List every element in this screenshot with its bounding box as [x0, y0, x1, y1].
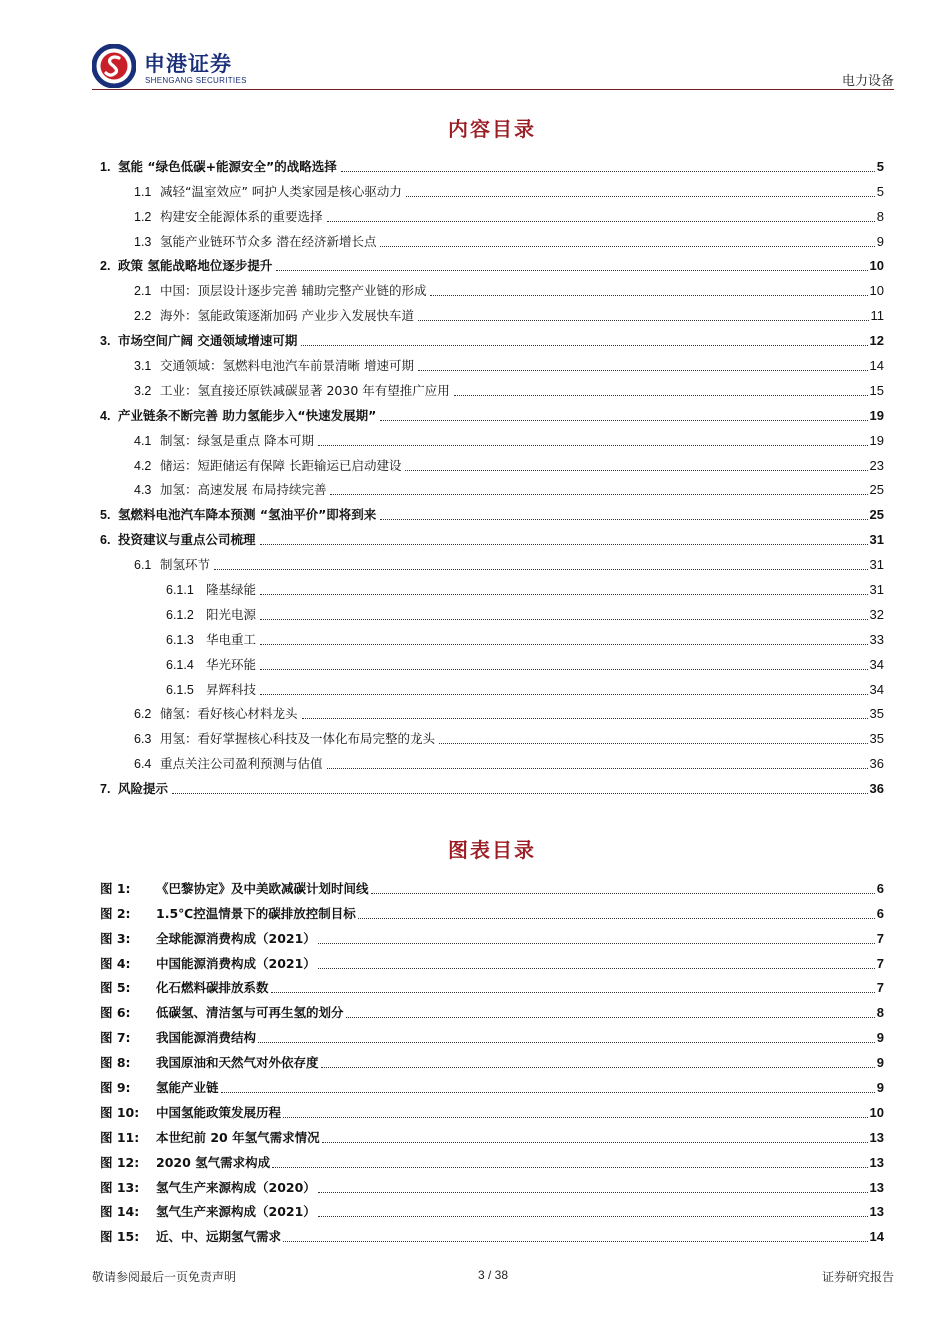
toc-entry-title: 隆基绿能	[206, 582, 257, 598]
figure-entry-page: 8	[876, 1005, 884, 1021]
figure-entry-page: 9	[876, 1080, 884, 1096]
figure-entry[interactable]	[100, 922, 884, 947]
dot-leader	[172, 793, 868, 794]
toc-entry-number: 1.2	[134, 209, 152, 224]
toc-entry-page: 14	[869, 358, 884, 374]
toc-entry-number: 3.2	[134, 383, 152, 398]
dot-leader	[318, 1216, 868, 1217]
toc-entry-title: 市场空间广阔 交通领域增速可期	[118, 333, 298, 349]
toc-entry-number: 5.	[100, 508, 111, 523]
toc-entry-page: 8	[876, 208, 884, 224]
toc-entry-label	[134, 731, 437, 747]
figure-entry-title: 我国原油和天然气对外依存度	[156, 1055, 319, 1071]
dot-leader	[272, 1167, 867, 1168]
toc-entry-label	[166, 582, 258, 598]
toc-entry-title: 风险提示	[118, 781, 169, 797]
toc-entry[interactable]	[100, 573, 884, 598]
table-of-contents	[100, 150, 884, 797]
dot-leader	[260, 694, 868, 695]
figure-entry-number: 图 4:	[100, 955, 131, 971]
toc-entry-number: 3.	[100, 334, 111, 349]
toc-entry-number: 1.	[100, 159, 111, 174]
toc-entry[interactable]	[100, 250, 884, 275]
toc-entry-title: 工业：氢直接还原铁减碳显著 2030 年有望推广应用	[160, 382, 450, 398]
toc-entry-label	[134, 184, 404, 200]
toc-entry[interactable]	[100, 673, 884, 698]
report-type: 证券研究报告	[821, 1270, 894, 1284]
figure-entry-title: 2020 氢气需求构成	[156, 1154, 271, 1170]
figure-entry-title: 氢气生产来源构成（2021）	[156, 1204, 316, 1220]
toc-entry[interactable]	[100, 424, 884, 449]
figure-entry-page: 13	[869, 1129, 884, 1145]
dot-leader	[454, 395, 868, 396]
report-section-label: 电力设备	[841, 74, 894, 89]
toc-entry-number: 4.1	[134, 433, 152, 448]
toc-entry-number: 6.1.2	[166, 607, 194, 622]
toc-entry-page: 31	[869, 557, 884, 573]
toc-entry[interactable]	[100, 623, 884, 648]
toc-entry[interactable]	[100, 498, 884, 523]
toc-entry-page: 11	[870, 308, 884, 324]
figure-entry[interactable]	[100, 1146, 884, 1171]
toc-entry-label	[166, 607, 258, 623]
figure-entry-title: 全球能源消费构成（2021）	[156, 930, 316, 946]
figure-entry-title: 氢能产业链	[156, 1080, 219, 1096]
toc-entry-label	[134, 383, 452, 399]
dot-leader	[260, 594, 868, 595]
figure-entry-page: 7	[876, 955, 884, 971]
toc-entry-page: 35	[869, 706, 884, 722]
figure-entry-page: 13	[869, 1204, 884, 1220]
figure-entry[interactable]	[100, 1121, 884, 1146]
toc-entry-label	[134, 283, 428, 299]
toc-entry[interactable]	[100, 523, 884, 548]
toc-entry-label	[100, 408, 378, 424]
contents-title: 内容目录	[448, 117, 536, 141]
toc-entry-title: 氢燃料电池汽车降本预测 “氢油平价”即将到来	[118, 507, 377, 523]
toc-entry-label	[134, 433, 316, 449]
toc-entry-page: 10	[869, 258, 884, 274]
figure-entry-number: 图 6:	[100, 1005, 131, 1021]
figure-entry-page: 6	[876, 880, 884, 896]
toc-entry-number: 6.2	[134, 707, 152, 722]
toc-entry-title: 用氢：看好掌握核心科技及一体化布局完整的龙头	[160, 731, 436, 747]
toc-entry-number: 4.	[100, 408, 111, 423]
toc-entry-label	[134, 756, 325, 772]
toc-entry-page: 10	[869, 283, 884, 299]
toc-entry-number: 2.1	[134, 284, 152, 299]
toc-entry-page: 19	[869, 432, 884, 448]
toc-entry-title: 交通领域：氢燃料电池汽车前景清晰 增速可期	[160, 358, 414, 374]
toc-entry[interactable]	[100, 299, 884, 324]
toc-entry-title: 华电重工	[206, 631, 257, 647]
toc-entry[interactable]	[100, 399, 884, 424]
toc-entry-number: 6.4	[134, 757, 152, 772]
toc-entry-number: 2.	[100, 259, 111, 274]
figure-entry-title: 化石燃料碳排放系数	[156, 980, 269, 996]
toc-entry-title: 制氢：绿氢是重点 降本可期	[160, 432, 314, 448]
toc-entry-title: 构建安全能源体系的重要选择	[160, 208, 323, 224]
toc-entry-label	[134, 209, 325, 225]
figure-entry[interactable]	[100, 947, 884, 972]
figure-entry[interactable]	[100, 1096, 884, 1121]
figure-entry-title: 氢气生产来源构成（2020）	[156, 1179, 316, 1195]
figure-entry-number: 图 3:	[100, 930, 131, 946]
toc-entry-label	[134, 308, 416, 324]
toc-entry-page: 33	[869, 631, 884, 647]
toc-entry-label	[134, 706, 300, 722]
dot-leader	[260, 619, 868, 620]
toc-entry[interactable]	[100, 698, 884, 723]
dot-leader	[321, 1067, 875, 1068]
figure-entry-title: 《巴黎协定》及中美欧减碳计划时间线	[156, 880, 369, 896]
figure-entry-number: 图 14:	[100, 1204, 140, 1220]
toc-entry-number: 6.1.4	[166, 657, 194, 672]
dot-leader	[330, 494, 867, 495]
toc-entry[interactable]	[100, 274, 884, 299]
figure-entry[interactable]	[100, 1196, 884, 1221]
toc-entry-number: 6.1.5	[166, 682, 194, 697]
toc-entry-title: 储运：短距储运有保障 长距输运已启动建设	[160, 457, 402, 473]
toc-entry-number: 7.	[100, 782, 111, 797]
list-of-figures	[100, 872, 884, 1245]
toc-entry-label	[100, 159, 339, 175]
figure-entry[interactable]	[100, 897, 884, 922]
dot-leader	[221, 1092, 875, 1093]
toc-entry-title: 华光环能	[206, 656, 257, 672]
dot-leader	[418, 370, 868, 371]
dot-leader	[271, 992, 875, 993]
figure-entry[interactable]	[100, 996, 884, 1021]
toc-entry-page: 34	[869, 656, 884, 672]
figure-entry[interactable]	[100, 1171, 884, 1196]
figure-entry-number: 图 7:	[100, 1030, 131, 1046]
toc-entry-title: 政策 氢能战略地位逐步提升	[118, 258, 273, 274]
figure-entry-title: 低碳氢、清洁氢与可再生氢的划分	[156, 1005, 344, 1021]
toc-entry-number: 4.3	[134, 483, 152, 498]
figure-entry-page: 10	[869, 1104, 884, 1120]
toc-entry-number: 1.1	[134, 184, 152, 199]
brand-name-english: SHENGANG SECURITIES	[145, 76, 247, 85]
figure-entry-number: 图 12:	[100, 1154, 140, 1170]
toc-entry-page: 32	[869, 606, 884, 622]
dot-leader	[283, 1117, 868, 1118]
dot-leader	[260, 544, 868, 545]
toc-entry-label	[166, 632, 258, 648]
toc-entry[interactable]	[100, 324, 884, 349]
toc-entry-title: 氢能产业链环节众多 潜在经济新增长点	[160, 233, 377, 249]
figure-entry-number: 图 11:	[100, 1129, 140, 1145]
figure-entry-page: 6	[876, 905, 884, 921]
toc-entry-page: 5	[876, 183, 884, 199]
toc-entry[interactable]	[100, 598, 884, 623]
toc-entry-label	[134, 557, 212, 573]
figure-entry[interactable]	[100, 972, 884, 997]
toc-entry-page: 25	[869, 507, 884, 523]
toc-entry-page: 5	[876, 158, 884, 174]
toc-entry-label	[100, 781, 170, 797]
dot-leader	[439, 743, 868, 744]
dot-leader	[380, 420, 867, 421]
brand-name: 申港证券	[144, 52, 232, 76]
dot-leader	[302, 718, 868, 719]
figure-entry-number: 图 15:	[100, 1229, 140, 1245]
toc-entry-title: 产业链条不断完善 助力氢能步入“快速发展期”	[118, 407, 377, 423]
toc-entry-title: 储氢：看好核心材料龙头	[160, 706, 298, 722]
toc-entry[interactable]	[100, 548, 884, 573]
toc-entry[interactable]	[100, 474, 884, 499]
toc-entry-label	[134, 458, 403, 474]
figure-entry-title: 中国氢能政策发展历程	[156, 1104, 282, 1120]
figure-entry-page: 9	[876, 1055, 884, 1071]
toc-entry[interactable]	[100, 722, 884, 747]
dot-leader	[358, 918, 875, 919]
toc-entry-page: 34	[869, 681, 884, 697]
toc-entry-page: 12	[869, 333, 884, 349]
toc-entry[interactable]	[100, 150, 884, 175]
figure-entry-title: 本世纪前 20 年氢气需求情况	[156, 1129, 320, 1145]
toc-entry[interactable]	[100, 747, 884, 772]
figure-entry-number: 图 8:	[100, 1055, 131, 1071]
toc-entry[interactable]	[100, 772, 884, 797]
toc-entry-page: 25	[869, 482, 884, 498]
page-header	[92, 44, 894, 90]
dot-leader	[380, 519, 867, 520]
disclaimer-note: 敬请参阅最后一页免责声明	[92, 1270, 237, 1284]
figure-entry-title: 近、中、远期氢气需求	[156, 1229, 282, 1245]
figure-entry-page: 13	[869, 1179, 884, 1195]
dot-leader	[214, 569, 868, 570]
figure-entry[interactable]	[100, 1021, 884, 1046]
dot-leader	[418, 320, 869, 321]
figure-entry-number: 图 2:	[100, 905, 131, 921]
toc-entry-title: 氢能 “绿色低碳+能源安全”的战略选择	[118, 158, 337, 174]
dot-leader	[371, 893, 875, 894]
dot-leader	[276, 270, 867, 271]
toc-entry-label	[134, 358, 416, 374]
toc-entry-label	[100, 532, 258, 548]
figure-entry-number: 图 9:	[100, 1080, 131, 1096]
toc-entry-page: 15	[869, 382, 884, 398]
dot-leader	[260, 669, 868, 670]
toc-entry-number: 6.1	[134, 558, 152, 573]
toc-entry-title: 昇辉科技	[206, 681, 257, 697]
toc-entry-label	[100, 333, 299, 349]
toc-entry-number: 4.2	[134, 458, 152, 473]
toc-entry[interactable]	[100, 349, 884, 374]
toc-entry-page: 31	[869, 532, 884, 548]
dot-leader	[327, 221, 875, 222]
figure-entry-number: 图 1:	[100, 880, 131, 896]
figure-entry-page: 13	[869, 1154, 884, 1170]
toc-entry-number: 6.	[100, 533, 111, 548]
figure-entry-number: 图 13:	[100, 1179, 140, 1195]
figure-entry-page: 7	[876, 930, 884, 946]
toc-entry-title: 海外：氢能政策逐渐加码 产业步入发展快车道	[160, 308, 414, 324]
dot-leader	[341, 171, 875, 172]
dot-leader	[430, 295, 867, 296]
toc-entry-label	[166, 682, 258, 698]
toc-entry-title: 加氢：高速发展 布局持续完善	[160, 482, 327, 498]
toc-entry-page: 31	[869, 582, 884, 598]
dot-leader	[322, 1142, 868, 1143]
dot-leader	[346, 1017, 875, 1018]
dot-leader	[283, 1241, 868, 1242]
figure-entry[interactable]	[100, 1220, 884, 1245]
toc-entry[interactable]	[100, 449, 884, 474]
toc-entry-number: 6.1.3	[166, 632, 194, 647]
toc-entry-number: 6.1.1	[166, 583, 194, 598]
toc-entry-page: 23	[869, 457, 884, 473]
dot-leader	[301, 345, 867, 346]
header-divider	[92, 89, 894, 90]
toc-entry-label	[134, 234, 378, 250]
dot-leader	[406, 196, 875, 197]
toc-entry-page: 9	[876, 233, 884, 249]
toc-entry-label	[166, 657, 258, 673]
toc-entry-page: 36	[869, 781, 884, 797]
figure-entry-page: 14	[869, 1229, 884, 1245]
dot-leader	[318, 445, 868, 446]
figure-entry-number: 图 5:	[100, 980, 131, 996]
toc-entry-page: 36	[869, 756, 884, 772]
figure-entry-number: 图 10:	[100, 1104, 140, 1120]
dot-leader	[260, 644, 868, 645]
toc-entry-title: 重点关注公司盈利预测与估值	[160, 756, 323, 772]
toc-entry[interactable]	[100, 225, 884, 250]
figures-title: 图表目录	[448, 838, 536, 862]
toc-entry[interactable]	[100, 200, 884, 225]
toc-entry-label	[100, 258, 274, 274]
toc-entry-page: 19	[869, 407, 884, 423]
figure-entry-page: 9	[876, 1030, 884, 1046]
dot-leader	[318, 943, 875, 944]
toc-entry-number: 2.2	[134, 309, 152, 324]
dot-leader	[318, 968, 875, 969]
figure-entry[interactable]	[100, 872, 884, 897]
toc-entry-number: 1.3	[134, 234, 152, 249]
page-number: 3 / 38	[477, 1268, 509, 1282]
toc-entry-label	[100, 507, 378, 523]
toc-entry-number: 6.3	[134, 732, 152, 747]
figure-entry[interactable]	[100, 1071, 884, 1096]
figure-entry-title: 我国能源消费结构	[156, 1030, 257, 1046]
figure-entry-page: 7	[876, 980, 884, 996]
dot-leader	[318, 1192, 868, 1193]
toc-entry-title: 减轻“温室效应” 呵护人类家园是核心驱动力	[160, 183, 402, 199]
toc-entry-title: 制氢环节	[160, 557, 211, 573]
toc-entry[interactable]	[100, 648, 884, 673]
company-logo-icon	[92, 44, 136, 88]
figure-entry-title: 中国能源消费构成（2021）	[156, 955, 316, 971]
dot-leader	[258, 1042, 875, 1043]
figure-entry[interactable]	[100, 1046, 884, 1071]
toc-entry-title: 阳光电源	[206, 606, 257, 622]
dot-leader	[380, 246, 874, 247]
dot-leader	[405, 470, 867, 471]
toc-entry-title: 中国：顶层设计逐步完善 辅助完整产业链的形成	[160, 283, 427, 299]
dot-leader	[327, 768, 868, 769]
toc-entry-page: 35	[869, 731, 884, 747]
toc-entry-title: 投资建议与重点公司梳理	[118, 532, 256, 548]
toc-entry[interactable]	[100, 374, 884, 399]
toc-entry-label	[134, 482, 328, 498]
figure-entry-title: 1.5℃控温情景下的碳排放控制目标	[156, 905, 356, 921]
toc-entry-number: 3.1	[134, 359, 152, 374]
toc-entry[interactable]	[100, 175, 884, 200]
